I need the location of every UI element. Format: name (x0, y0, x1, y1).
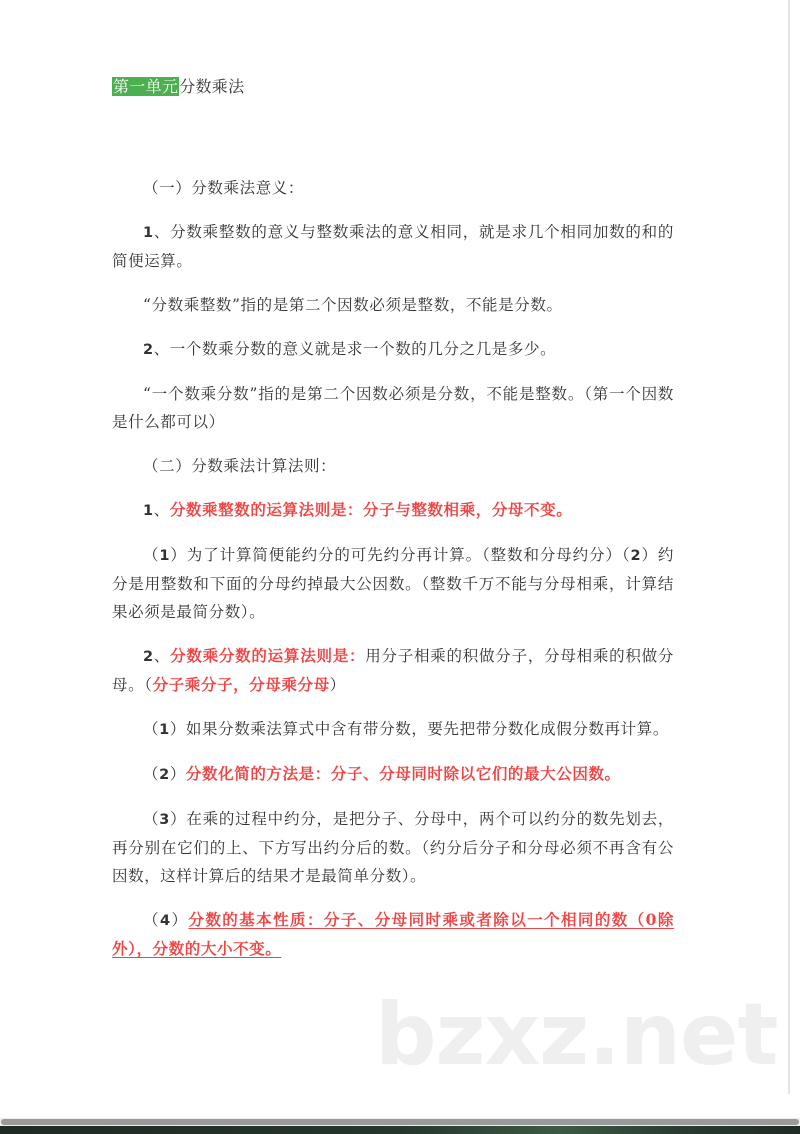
title-highlight: 第一单元 (113, 77, 179, 96)
document-title (112, 76, 674, 98)
emphasis-text: 分子乘分子，分母乘分母 (152, 675, 330, 694)
horizontal-scrollbar-thumb[interactable] (1, 1119, 799, 1125)
paragraph: 2、一个数乘分数的意义就是求一个数的几分之几是多少。 (143, 340, 557, 358)
document-content (112, 76, 674, 963)
paragraph: （1）为了计算简便能约分的可先约分再计算。（整数和分母约分）（2）约分是用整数和下面的分母约掉最大公因数。（整数千万不能与分母相乘，计算结果必须是最简分数）。 (112, 546, 675, 621)
paragraph-rule: （4）分数的基本性质：分子、分母同时乘或者除以一个相同的数（0除外），分数的大小不变。 (112, 910, 674, 958)
paragraph: （1）如果分数乘法算式中含有带分数，要先把带分数化成假分数再计算。 (143, 720, 669, 738)
paragraph: 1、分数乘整数的意义与整数乘法的意义相同，就是求几个相同加数的和的简便运算。 (112, 223, 674, 270)
paragraph: “一个数乘分数”指的是第二个因数必须是分数，不能是整数。（第一个因数是什么都可以） (112, 385, 674, 431)
paragraph: “分数乘整数”指的是第二个因数必须是整数，不能是分数。 (143, 296, 563, 314)
section-heading: （二）分数乘法计算法则： (143, 457, 337, 475)
emphasis-text: 分数乘分数的运算法则是： (170, 646, 366, 665)
emphasis-underlined-text: 分数的基本性质：分子、分母同时乘或者除以一个相同的数（0除外），分数的大小不变。 (112, 910, 674, 958)
emphasis-text: 分数化简的方法是：分子、分母同时除以它们的最大公因数。 (185, 764, 621, 783)
watermark: bzxz.net (375, 985, 778, 1085)
emphasis-text: 分数乘整数的运算法则是：分子与整数相乘，分母不变。 (169, 500, 573, 519)
paragraph-rule: 1、分数乘整数的运算法则是：分子与整数相乘，分母不变。 (143, 500, 573, 519)
desktop-background-strip (0, 1126, 800, 1134)
paragraph: （3）在乘的过程中约分，是把分子、分母中，两个可以约分的数先划去，再分别在它们的上、下方写出约分后的数。（约分后分子和分母必须不再含有公因数，这样计算后的结果才是最简单分数）。 (112, 810, 674, 885)
section-heading: （一）分数乘法意义： (143, 179, 305, 197)
paragraph-rule: 2、分数乘分数的运算法则是：用分子相乘的积做分子，分母相乘的积做分母。（分子乘分子，分母乘分母） (112, 646, 674, 694)
paragraph-rule: （2）分数化简的方法是：分子、分母同时除以它们的最大公因数。 (143, 764, 621, 783)
title-text: 分数乘法 (179, 77, 245, 96)
